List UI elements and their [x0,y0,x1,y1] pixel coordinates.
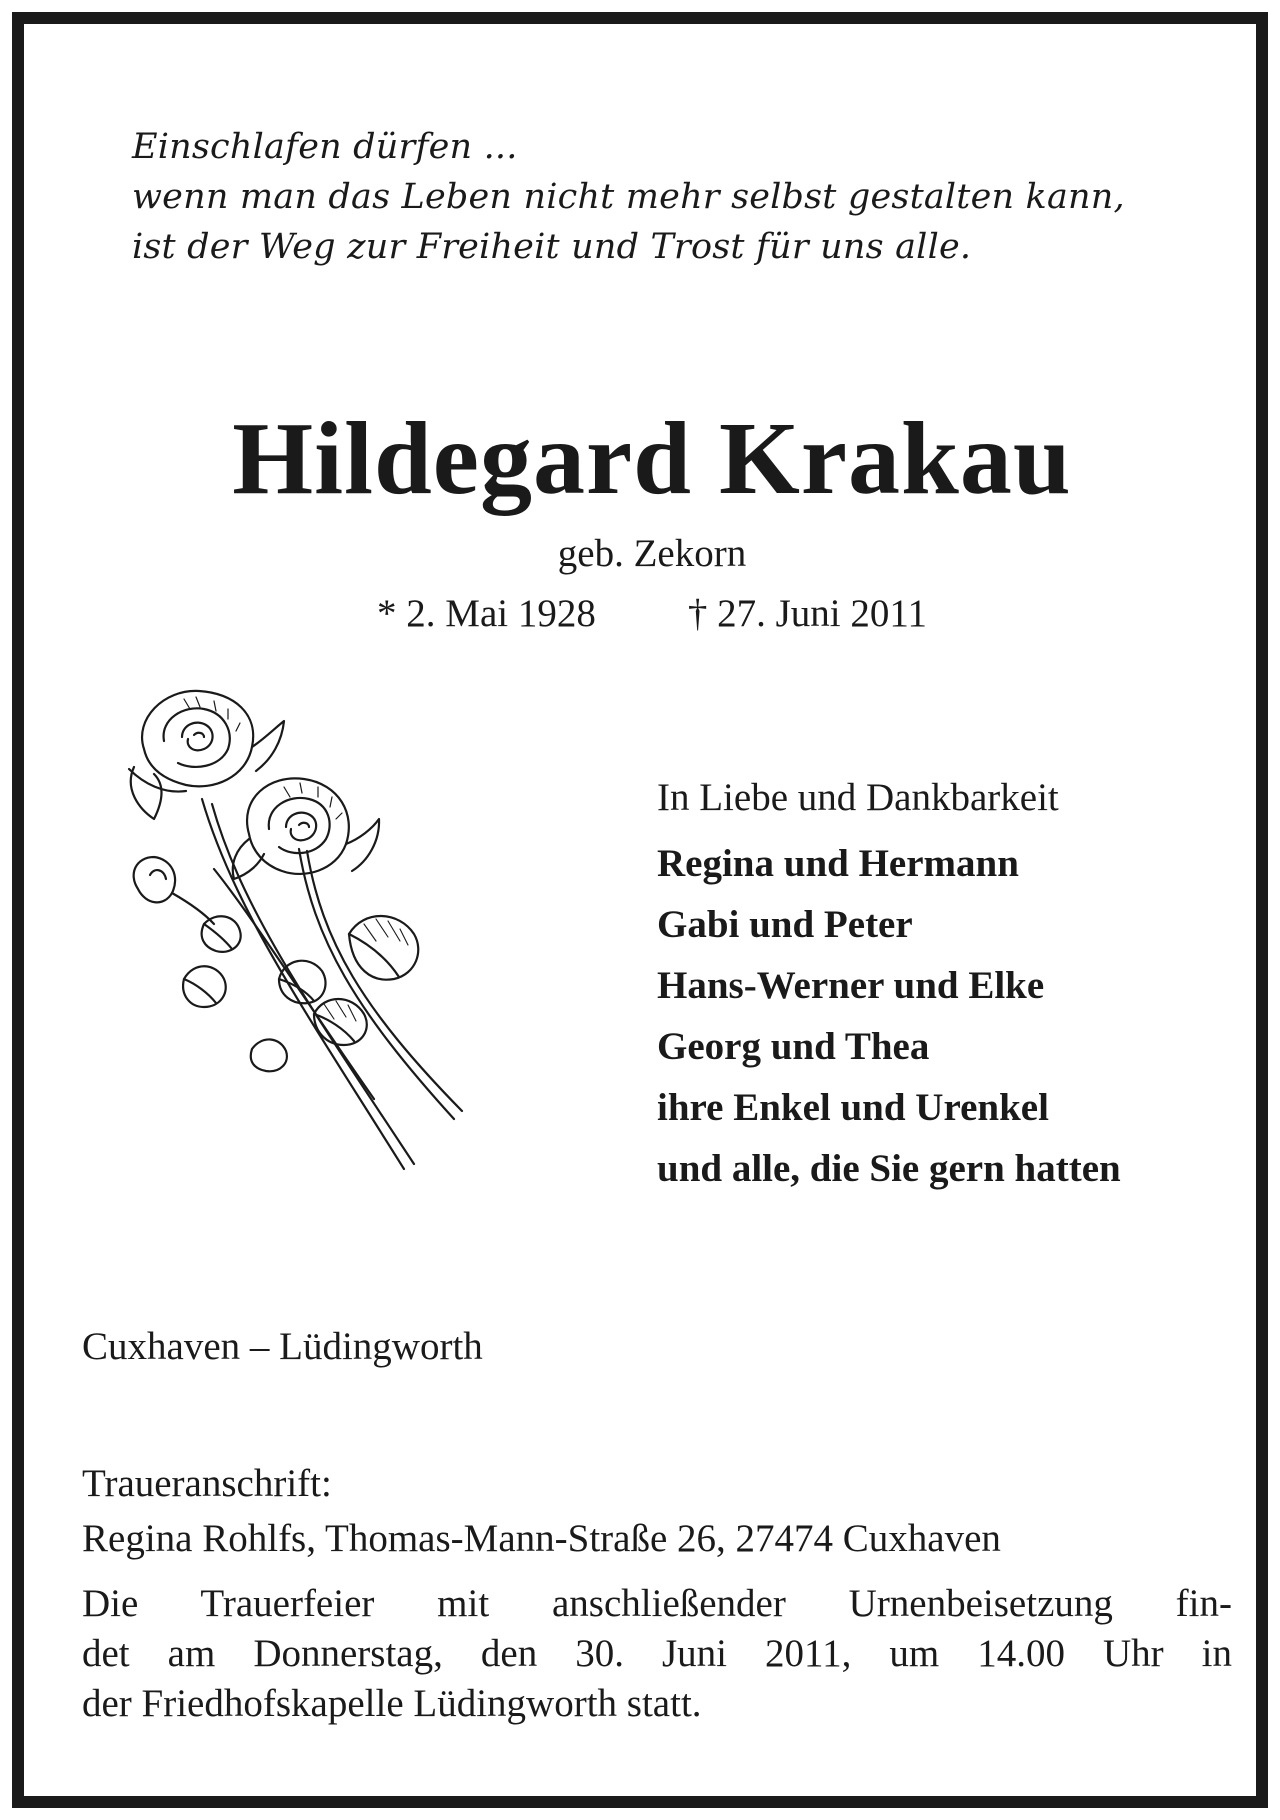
place-line: Cuxhaven – Lüdingworth [82,1325,483,1368]
birth-date: * 2. Mai 1928 [377,592,596,635]
roses-illustration [124,679,464,1189]
service-line: det am Donnerstag, den 30. Juni 2011, um 14.00 Uhr in [82,1632,1232,1675]
family-list [657,833,1257,1199]
death-date: † 27. Juni 2011 [687,592,927,635]
service-line: der Friedhofskapelle Lüdingworth statt. [82,1682,702,1725]
service-line: Die Trauerfeier mit anschließender Urnenbeisetzung fin- [82,1582,1232,1625]
life-dates [24,589,1280,639]
family-member: ihre Enkel und Urenkel [657,1086,1049,1129]
obituary-frame [12,12,1268,1808]
mourning-address [82,1456,1001,1566]
mourners-intro: In Liebe und Dankbarkeit [657,776,1059,819]
address-label: Traueranschrift: [82,1462,332,1505]
poem [132,122,1232,272]
poem-line: wenn man das Leben nicht mehr selbst gestalten kann, [132,177,1125,217]
family-member: und alle, die Sie gern hatten [657,1147,1121,1190]
funeral-service-notice [82,1579,1232,1729]
birth-name: geb. Zekorn [557,532,747,575]
poem-line: ist der Weg zur Freiheit und Trost für uns alle. [132,227,972,267]
family-member: Georg und Thea [657,1025,930,1068]
family-member: Hans-Werner und Elke [657,964,1045,1007]
poem-line: Einschlafen dürfen ... [132,127,518,167]
family-member: Gabi und Peter [657,903,913,946]
deceased-name: Hildegard Krakau [232,401,1072,516]
family-member: Regina und Hermann [657,842,1019,885]
mourners-block [657,769,1257,1199]
address-value: Regina Rohlfs, Thomas-Mann-Straße 26, 27474 Cuxhaven [82,1517,1001,1560]
